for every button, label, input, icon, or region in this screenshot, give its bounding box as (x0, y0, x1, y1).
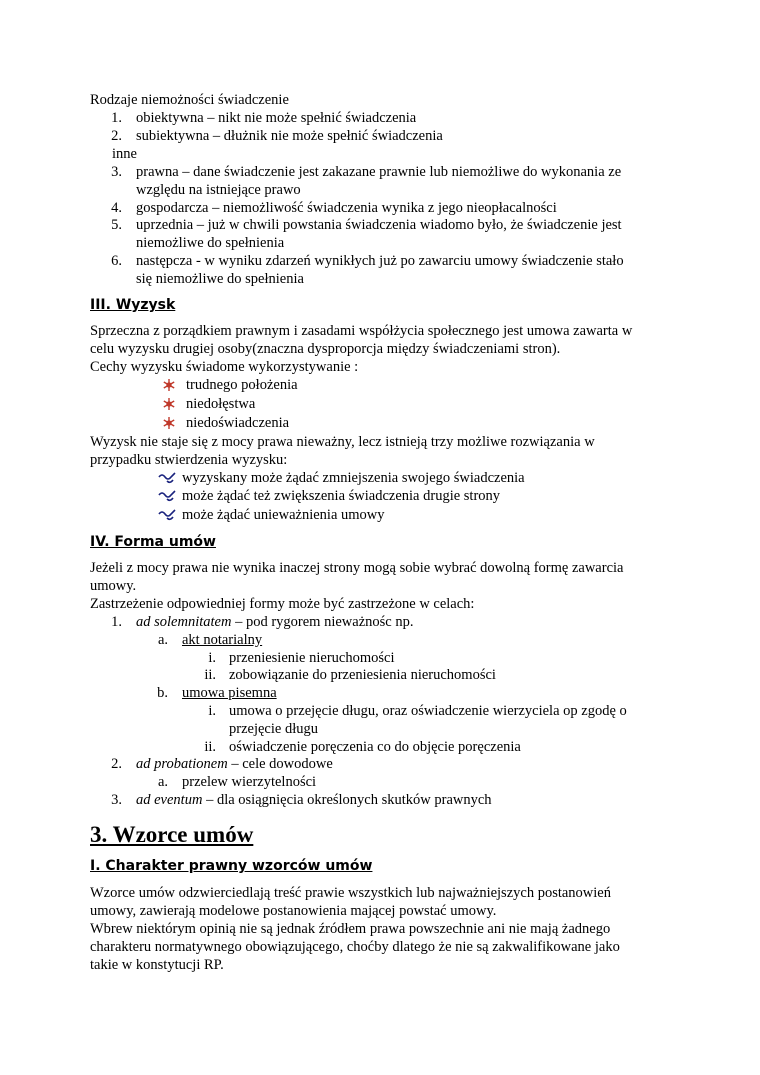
snowflake-bullet-icon (162, 378, 176, 392)
paragraph: Sprzeczna z porządkiem prawnym i zasadami współżycia społecznego jest umowa zawarta w (90, 323, 633, 339)
list-item: umowa o przejęcie długu, oraz oświadczenie wierzyciela op zgodę o (229, 703, 627, 719)
list-number: 1. (111, 614, 122, 630)
list-label: inne (112, 146, 137, 162)
paragraph: Cechy wyzysku świadome wykorzystywanie : (90, 359, 359, 375)
list-roman: ii. (204, 739, 216, 755)
latin-term: ad probationem (136, 756, 228, 772)
latin-term: ad solemnitatem (136, 614, 232, 630)
list-roman: i. (208, 703, 216, 719)
list-number: 3. (111, 164, 122, 180)
paragraph: Wzorce umów odzwierciedlają treść prawie wszystkich lub najważniejszych postanowień (90, 885, 611, 901)
paragraph: Zastrzeżenie odpowiedniej formy może być zastrzeżone w celach: (90, 596, 475, 612)
list-number: 2. (111, 128, 122, 144)
bullet-item: może żądać też zwiększenia świadczenia drugie strony (182, 488, 501, 504)
list-number: 4. (111, 200, 122, 216)
bullet-item: wyzyskany może żądać zmniejszenia swojego świadczenia (182, 470, 525, 486)
snowflake-bullet-icon (162, 416, 176, 430)
list-item: gospodarcza – niemożliwość świadczenia wynika z jego nieopłacalności (136, 200, 557, 216)
list-item-text: – dla osiągnięcia określonych skutków prawnych (202, 792, 492, 808)
section-heading-charakter: I. Charakter prawny wzorców umów (90, 858, 373, 874)
section-heading-forma: IV. Forma umów (90, 534, 216, 550)
list-item-continued: względu na istniejące prawo (136, 182, 301, 198)
list-item-continued: się niemożliwe do spełnienia (136, 271, 304, 287)
list-item: uprzednia – już w chwili powstania świadczenia wiadomo było, że świadczenie jest (136, 217, 622, 233)
paragraph: Wbrew niektórym opinią nie są jednak źródłem prawa powszechnie ani nie mają żadnego (90, 921, 611, 937)
list-number: 1. (111, 110, 122, 126)
list-item: prawna – dane świadczenie jest zakazane prawnie lub niemożliwe do wykonania ze (136, 164, 622, 180)
list-item-text: – cele dowodowe (227, 756, 333, 772)
list-item: akt notarialny (182, 632, 263, 648)
list-item: subiektywna – dłużnik nie może spełnić świadczenia (136, 128, 443, 144)
bullet-item: trudnego położenia (186, 377, 298, 393)
list-item: przelew wierzytelności (182, 774, 317, 790)
list-item: oświadczenie poręczenia co do objęcie poręczenia (229, 739, 521, 755)
list-item: następcza - w wyniku zdarzeń wynikłych już po zawarciu umowy świadczenie stało (136, 253, 624, 269)
curly-check-bullet-icon (158, 471, 176, 485)
list-letter: a. (157, 774, 168, 790)
list-number: 6. (111, 253, 122, 269)
paragraph: przypadku stwierdzenia wyzysku: (90, 452, 288, 468)
list-item (136, 613, 413, 631)
list-letter: a. (157, 632, 168, 648)
curly-check-bullet-icon (158, 489, 176, 503)
bullet-item: może żądać unieważnienia umowy (182, 507, 385, 523)
list-item (136, 791, 492, 809)
chapter-heading: 3. Wzorce umów (90, 822, 254, 847)
list-item-text: – pod rygorem nieważnośc np. (231, 614, 414, 630)
paragraph: Jeżeli z mocy prawa nie wynika inaczej strony mogą sobie wybrać dowolną formę zawarcia (90, 560, 624, 576)
list-roman: ii. (204, 667, 216, 683)
snowflake-bullet-icon (162, 397, 176, 411)
list-number: 5. (111, 217, 122, 233)
list-item-continued: przejęcie długu (229, 721, 318, 737)
paragraph: takie w konstytucji RP. (90, 957, 224, 973)
curly-check-bullet-icon (158, 508, 176, 522)
list-item-continued: niemożliwe do spełnienia (136, 235, 285, 251)
list-item (136, 755, 333, 773)
paragraph: celu wyzysku drugiej osoby(znaczna dysproporcja między świadczeniami stron). (90, 341, 561, 357)
section-title: Rodzaje niemożności świadczenie (90, 92, 289, 108)
list-item: zobowiązanie do przeniesienia nieruchomości (229, 667, 496, 683)
list-letter: b. (157, 685, 168, 701)
paragraph: Wyzysk nie staje się z mocy prawa nieważny, lecz istnieją trzy możliwe rozwiązania w (90, 434, 595, 450)
list-item: obiektywna – nikt nie może spełnić świadczenia (136, 110, 417, 126)
paragraph: umowy. (90, 578, 137, 594)
list-item: przeniesienie nieruchomości (229, 650, 395, 666)
list-item: umowa pisemna (182, 685, 277, 701)
list-number: 3. (111, 792, 122, 808)
bullet-item: niedoświadczenia (186, 415, 290, 431)
list-number: 2. (111, 756, 122, 772)
paragraph: umowy, zawierają modelowe postanowienia mającej powstać umowy. (90, 903, 497, 919)
section-heading-wyzysk: III. Wyzysk (90, 297, 176, 313)
list-roman: i. (208, 650, 216, 666)
paragraph: charakteru normatywnego obowiązującego, choćby dlatego że nie są zakwalifikowane jako (90, 939, 620, 955)
bullet-item: niedołęstwa (186, 396, 256, 412)
latin-term: ad eventum (136, 792, 203, 808)
